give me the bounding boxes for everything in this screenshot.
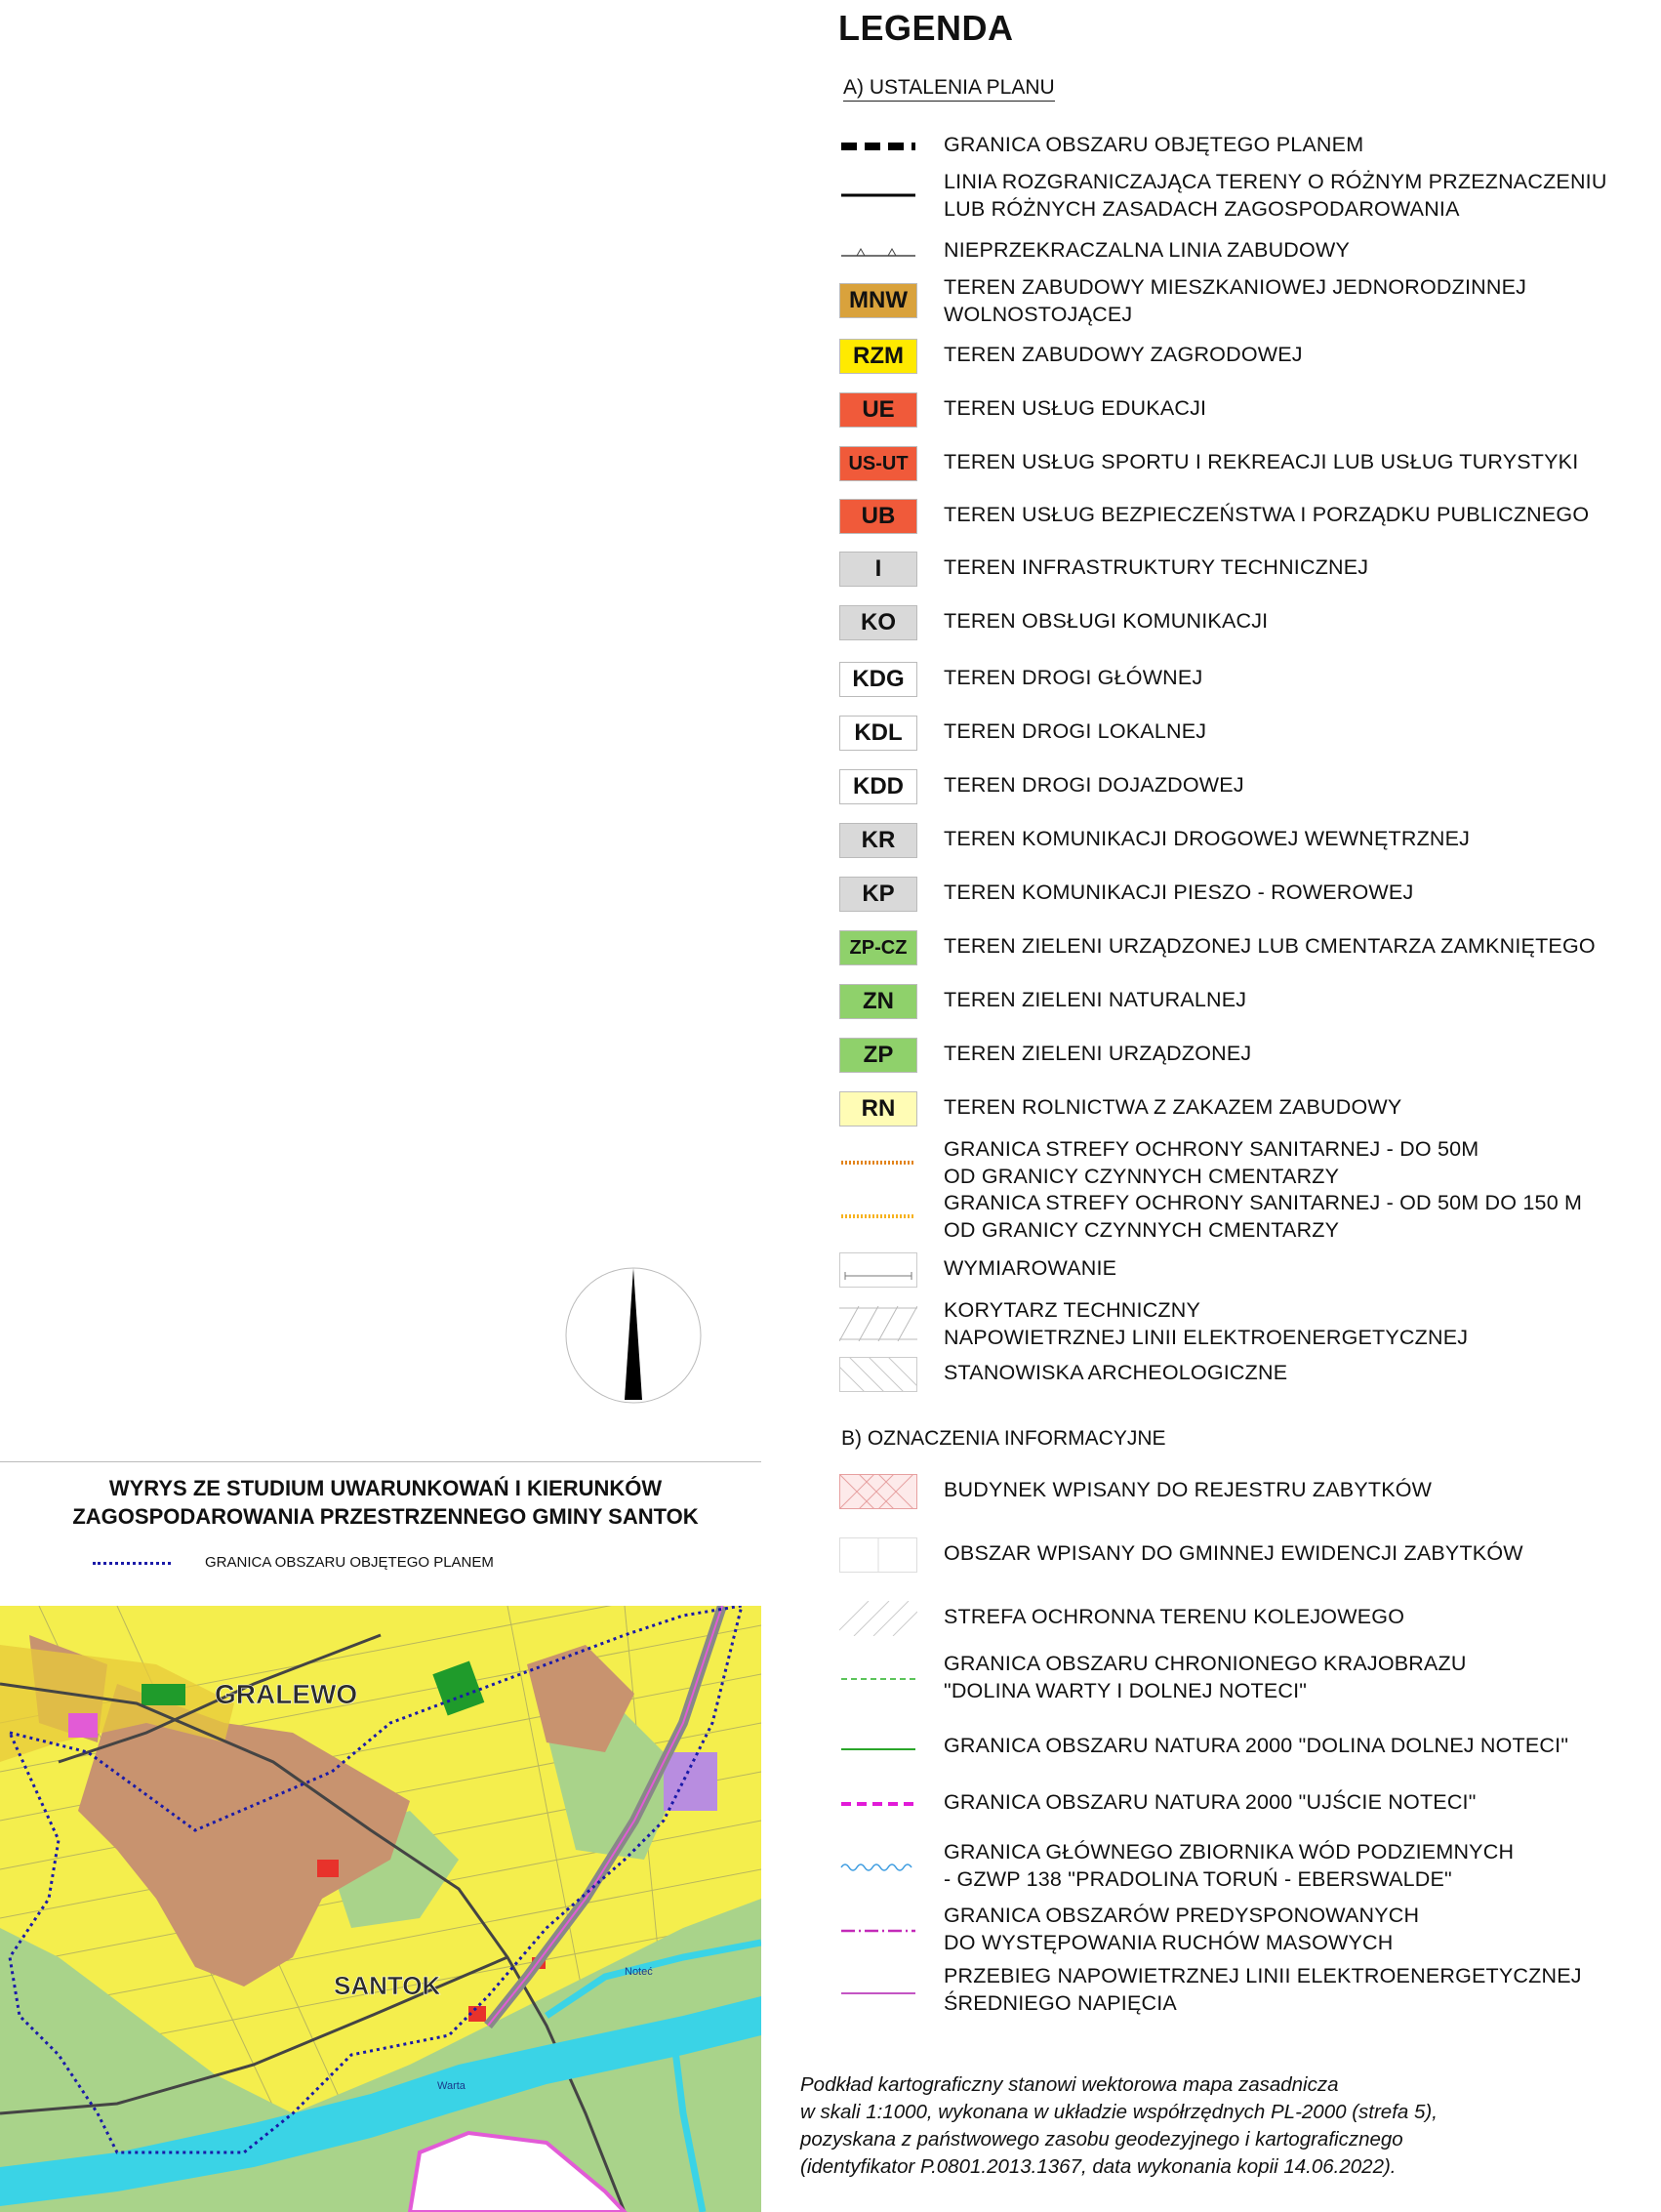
legend-label-line: WYMIAROWANIE [944, 1256, 1117, 1280]
source-note-line: pozyskana z państwowego zasobu geodezyjnego i kartograficznego [800, 2128, 1403, 2151]
legend-symbol [839, 823, 917, 858]
study-title-line: ZAGOSPODAROWANIA PRZESTRZENNEGO GMINY SANTOK [72, 1504, 699, 1529]
legend-label-line: STANOWISKA ARCHEOLOGICZNE [944, 1361, 1288, 1384]
legend-code-box: I [839, 552, 917, 587]
legend-symbol [839, 234, 917, 269]
legend-code-box: KDD [839, 769, 917, 804]
service-area [317, 1860, 339, 1877]
legend-label [944, 394, 1206, 422]
legend-label [944, 501, 1589, 528]
legend-label [944, 236, 1350, 264]
legend-label-line: STREFA OCHRONNA TERENU KOLEJOWEGO [944, 1605, 1405, 1628]
legend-label-line: ŚREDNIEGO NAPIĘCIA [944, 1991, 1177, 2015]
legend-label-line: NAPOWIETRZNEJ LINII ELEKTROENERGETYCZNEJ [944, 1326, 1469, 1349]
legend-symbol [839, 1474, 917, 1509]
legend-label-line: LUB RÓŻNYCH ZASADACH ZAGOSPODAROWANIA [944, 197, 1460, 221]
legend-symbol [839, 1972, 917, 2007]
legend-label [944, 879, 1413, 906]
legend-label-line: TEREN ROLNICTWA Z ZAKAZEM ZABUDOWY [944, 1095, 1402, 1119]
legend-code-box: ZP-CZ [839, 930, 917, 965]
legend-label-line: TEREN INFRASTRUKTURY TECHNICZNEJ [944, 555, 1369, 579]
legend-symbol [839, 1601, 917, 1636]
legend-code-box: KDG [839, 662, 917, 697]
legend-label-line: OBSZAR WPISANY DO GMINNEJ EWIDENCJI ZABYTKÓW [944, 1541, 1523, 1565]
legend-label [944, 717, 1206, 745]
legend-label-line: GRANICA OBSZARÓW PREDYSPONOWANYCH [944, 1904, 1420, 1927]
legend-label-line: GRANICA STREFY OCHRONY SANITARNEJ - DO 50M [944, 1137, 1479, 1161]
legend-label [944, 607, 1268, 635]
legend-symbol [839, 605, 917, 640]
legend-label-line: GRANICA OBSZARU CHRONIONEGO KRAJOBRAZU [944, 1652, 1467, 1675]
legend-label [944, 1650, 1467, 1704]
legend-symbol [839, 1145, 917, 1180]
source-note [800, 2071, 1438, 2181]
legend-label-line: TEREN DROGI LOKALNEJ [944, 719, 1207, 743]
legend-code-box: KP [839, 877, 917, 912]
legend-symbol [839, 662, 917, 697]
legend-label-line: DO WYSTĘPOWANIA RUCHÓW MASOWYCH [944, 1931, 1394, 1954]
legend-symbol [839, 1786, 917, 1822]
legend-label-line: WOLNOSTOJĄCEJ [944, 303, 1133, 326]
legend-symbol [839, 1038, 917, 1073]
legend-label [944, 448, 1578, 475]
legend-label [944, 168, 1607, 223]
legend-label-line: OD GRANICY CZYNNYCH CMENTARZY [944, 1165, 1340, 1188]
legend-label [944, 1093, 1401, 1121]
legend-label [944, 1603, 1404, 1630]
legend-label [944, 1539, 1523, 1567]
legend-symbol [839, 930, 917, 965]
legend-symbol [839, 552, 917, 587]
legend-label-line: GRANICA OBSZARU NATURA 2000 "UJŚCIE NOTECI" [944, 1790, 1477, 1814]
map-label-notec: Noteć [625, 1966, 653, 1978]
legend-label [944, 1902, 1419, 1956]
legend-symbol [839, 769, 917, 804]
legend-label [944, 932, 1596, 960]
legend-label [944, 771, 1244, 799]
separator [0, 1461, 761, 1462]
legend-label [944, 1838, 1514, 1893]
legend-symbol [839, 1848, 917, 1883]
legend-title: LEGENDA [838, 8, 1014, 48]
legend-symbol [839, 1911, 917, 1946]
legend-label-line: TEREN KOMUNIKACJI PIESZO - ROWEROWEJ [944, 881, 1414, 904]
legend-symbol [839, 1091, 917, 1126]
legend-label-line: TEREN OBSŁUGI KOMUNIKACJI [944, 609, 1269, 633]
source-note-line: w skali 1:1000, wykonana w układzie współrzędnych PL-2000 (strefa 5), [800, 2101, 1438, 2123]
special-area [68, 1713, 98, 1738]
study-boundary-label: GRANICA OBSZARU OBJĘTEGO PLANEM [205, 1554, 494, 1571]
legend-label [944, 1476, 1432, 1503]
legend-code-box: RZM [839, 339, 917, 374]
legend-label-line: "DOLINA WARTY I DOLNEJ NOTECI" [944, 1679, 1308, 1702]
legend-label-line: TEREN KOMUNIKACJI DROGOWEJ WEWNĘTRZNEJ [944, 827, 1471, 850]
legend-symbol [839, 178, 917, 213]
legend-label-line: NIEPRZEKRACZALNA LINIA ZABUDOWY [944, 238, 1350, 262]
legend-symbol [839, 1730, 917, 1765]
legend-code-box: KO [839, 605, 917, 640]
legend-label-line: TEREN USŁUG SPORTU I REKREACJI LUB USŁUG TURYSTYKI [944, 450, 1579, 473]
legend-code-box: UB [839, 499, 917, 534]
legend-label [944, 273, 1526, 328]
legend-code-box: RN [839, 1091, 917, 1126]
legend-symbol [839, 392, 917, 428]
source-note-line: Podkład kartograficzny stanowi wektorowa mapa zasadnicza [800, 2073, 1339, 2096]
section-b-title: B) OZNACZENIA INFORMACYJNE [841, 1427, 1166, 1450]
legend-label-line: GRANICA OBSZARU NATURA 2000 "DOLINA DOLNEJ NOTECI" [944, 1734, 1569, 1757]
source-note-line: (identyfikator P.0801.2013.1367, data wykonania kopii 14.06.2022). [800, 2155, 1397, 2178]
legend-symbol [839, 283, 917, 318]
forest-patch [142, 1684, 185, 1705]
legend-label-line: TEREN ZIELENI NATURALNEJ [944, 988, 1247, 1011]
legend-label-line: OD GRANICY CZYNNYCH CMENTARZY [944, 1218, 1340, 1242]
legend-symbol [839, 877, 917, 912]
legend-label [944, 1296, 1468, 1351]
legend-code-box: US-UT [839, 446, 917, 481]
legend-symbol [839, 446, 917, 481]
legend-label-line: BUDYNEK WPISANY DO REJESTRU ZABYTKÓW [944, 1478, 1433, 1501]
legend-label [944, 1135, 1479, 1190]
legend-symbol [839, 1252, 917, 1288]
legend-code-box: KR [839, 823, 917, 858]
legend-label-line: TEREN ZABUDOWY MIESZKANIOWEJ JEDNORODZINNEJ [944, 275, 1527, 299]
legend-symbol [839, 1306, 917, 1341]
map-label-warta: Warta [437, 2080, 466, 2092]
legend-label [944, 1732, 1568, 1759]
legend-label-line: KORYTARZ TECHNICZNY [944, 1298, 1201, 1322]
study-title [0, 1474, 771, 1531]
study-map [0, 1606, 761, 2212]
legend-symbol [839, 1357, 917, 1392]
legend-symbol [839, 1537, 917, 1573]
legend-label-line: GRANICA OBSZARU OBJĘTEGO PLANEM [944, 133, 1364, 156]
legend-label [944, 1189, 1582, 1244]
section-a-title: A) USTALENIA PLANU [843, 76, 1055, 102]
legend-label [944, 825, 1470, 852]
legend-symbol [839, 984, 917, 1019]
north-arrow-icon [564, 1266, 703, 1405]
legend-label [944, 131, 1363, 158]
legend-label [944, 664, 1202, 691]
legend-label [944, 1040, 1251, 1067]
legend-label-line: TEREN USŁUG BEZPIECZEŃSTWA I PORZĄDKU PUBLICZNEGO [944, 503, 1590, 526]
legend-label [944, 341, 1303, 368]
legend-label [944, 1254, 1116, 1282]
legend-label [944, 1962, 1582, 2017]
legend-label [944, 1359, 1287, 1386]
legend-symbol [839, 339, 917, 374]
legend-code-box: ZP [839, 1038, 917, 1073]
map-label-gralewo: GRALEWO [215, 1679, 358, 1709]
legend-label-line: TEREN USŁUG EDUKACJI [944, 396, 1207, 420]
legend-label [944, 553, 1368, 581]
legend-code-box: MNW [839, 283, 917, 318]
legend-symbol [839, 499, 917, 534]
legend-label-line: GRANICA STREFY OCHRONY SANITARNEJ - OD 50M DO 150 M [944, 1191, 1583, 1214]
legend-code-box: UE [839, 392, 917, 428]
legend-label [944, 986, 1246, 1013]
legend-label-line: TEREN ZABUDOWY ZAGRODOWEJ [944, 343, 1303, 366]
legend-label-line: TEREN DROGI GŁÓWNEJ [944, 666, 1203, 689]
map-label-santok: SANTOK [334, 1971, 441, 2000]
legend-symbol [839, 716, 917, 751]
study-title-line: WYRYS ZE STUDIUM UWARUNKOWAŃ I KIERUNKÓW [108, 1476, 663, 1500]
legend-label-line: GRANICA GŁÓWNEGO ZBIORNIKA WÓD PODZIEMNYCH [944, 1840, 1515, 1864]
legend-code-box: KDL [839, 716, 917, 751]
legend-label-line: LINIA ROZGRANICZAJĄCA TERENY O RÓŻNYM PRZEZNACZENIU [944, 170, 1607, 193]
legend-symbol [839, 1659, 917, 1695]
legend-label-line: TEREN DROGI DOJAZDOWEJ [944, 773, 1244, 797]
legend-label-line: PRZEBIEG NAPOWIETRZNEJ LINII ELEKTROENERGETYCZNEJ [944, 1964, 1582, 1987]
legend-label-line: TEREN ZIELENI URZĄDZONEJ LUB CMENTARZA ZAMKNIĘTEGO [944, 934, 1596, 958]
legend-symbol [839, 1199, 917, 1234]
study-boundary-symbol [93, 1562, 171, 1565]
legend-label-line: - GZWP 138 "PRADOLINA TORUŃ - EBERSWALDE" [944, 1867, 1452, 1891]
legend-symbol [839, 129, 917, 164]
legend-code-box: ZN [839, 984, 917, 1019]
legend-label-line: TEREN ZIELENI URZĄDZONEJ [944, 1042, 1252, 1065]
legend-label [944, 1788, 1477, 1816]
